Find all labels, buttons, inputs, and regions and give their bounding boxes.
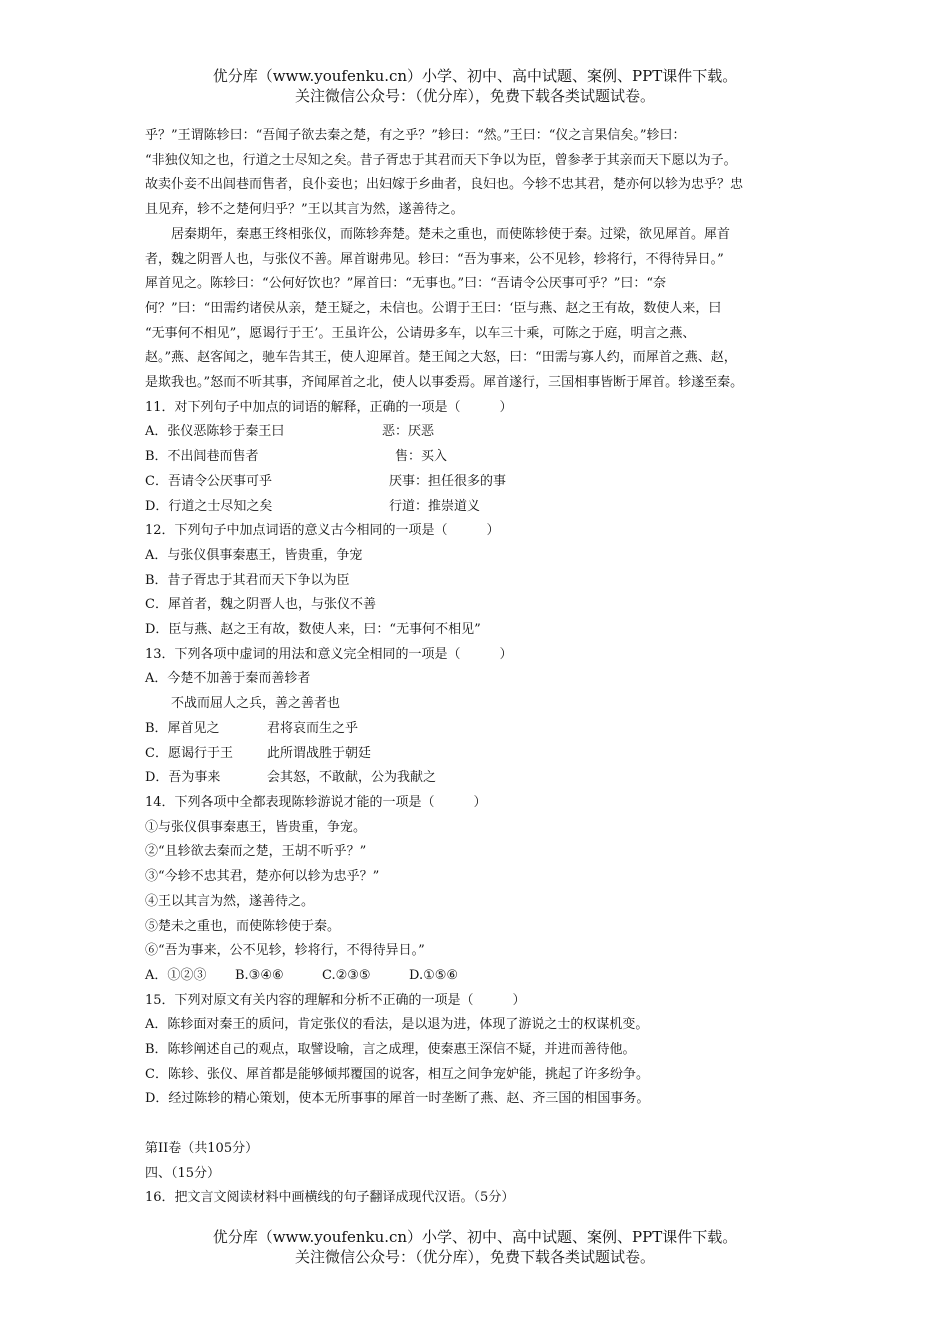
section-4-heading: 四、（15分） — [145, 1165, 221, 1181]
passage-line: 居秦期年，秦惠王终相张仪，而陈轸奔楚。楚未之重也，而使陈轸使于秦。过梁，欲见犀首。犀首 — [171, 226, 731, 242]
question-13-option-a-pair: 不战而屈人之兵，善之善者也 — [171, 696, 341, 712]
answer-option-c: C.②③⑤ — [322, 967, 371, 983]
question-12-option-a: A．与张仪俱事秦惠王，皆贵重，争宠 — [145, 547, 363, 563]
passage-line: “无事何不相见”，愿谒行于王’。王虽许公，公请毋多车，以车三十乘，可陈之于庭，明言之燕、 — [145, 325, 696, 341]
option-left: C．愿谒行于王 — [145, 745, 233, 761]
passage-line: 是欺我也。”怒而不听其事，齐闻犀首之北，使人以事委焉。犀首遂行，三国相事皆断于犀首。轸遂至秦。 — [145, 375, 744, 391]
question-15-option-a: A．陈轸面对秦王的质问，肯定张仪的看法，是以退为进，体现了游说之士的权谋机变。 — [145, 1017, 649, 1033]
question-13-stem: 13．下列各项中虚词的用法和意义完全相同的一项是（ ） — [145, 646, 513, 662]
question-13-option-d — [145, 766, 815, 791]
question-14-item: ②“且轸欲去秦而之楚，王胡不听乎？” — [145, 844, 367, 860]
question-11-option-a — [145, 420, 815, 445]
question-14-item: ⑤楚未之重也，而使陈轸使于秦。 — [145, 918, 341, 934]
answer-option-b: B.③④⑥ — [235, 967, 284, 983]
option-right: 此所谓战胜于朝廷 — [267, 745, 372, 761]
passage-line: 者，魏之阴晋人也，与张仪不善。犀首谢弗见。轸曰：“吾为事来，公不见轸，轸将行，不得待异日。” — [145, 251, 724, 267]
question-15-option-b: B．陈轸阐述自己的观点，取譬设喻，言之成理，使秦惠王深信不疑，并进而善待他。 — [145, 1042, 636, 1058]
question-14-item: ④王以其言为然，遂善待之。 — [145, 893, 315, 909]
question-12-option-b: B．昔子胥忠于其君而天下争以为臣 — [145, 572, 350, 588]
question-15-option-c: C．陈轸、张仪、犀首都是能够倾邦覆国的说客，相互之间争宠妒能，挑起了许多纷争。 — [145, 1066, 649, 1082]
passage-line: 赵。”燕、赵客闻之，驰车告其王，使人迎犀首。楚王闻之大怒，曰：“田需与寡人约，而犀首之燕、赵， — [145, 350, 737, 366]
question-11-stem: 11．对下列句子中加点的词语的解释，正确的一项是（ ） — [145, 399, 513, 415]
option-text: C．吾请令公厌事可乎 — [145, 473, 272, 489]
option-note: 售：买入 — [395, 449, 448, 465]
option-right: 君将哀而生之乎 — [267, 720, 359, 736]
page-footer — [0, 1227, 950, 1267]
answer-option-d: D.①⑤⑥ — [409, 967, 459, 983]
section-spacer — [145, 1112, 815, 1137]
option-right: 会其怒，不敢献，公为我献之 — [267, 770, 437, 786]
passage-line: “非独仪知之也，行道之士尽知之矣。昔子胥忠于其君而天下争以为臣，曾参孝于其亲而天下愿以为子。 — [145, 152, 737, 168]
answer-option-a: A．①②③ — [145, 967, 207, 983]
question-14-item: ③“今轸不忠其君，楚亦何以轸为忠乎？” — [145, 869, 380, 885]
question-14-answers — [145, 964, 815, 989]
footer-line-1: 优分库（www.youfenku.cn）小学、初中、高中试题、案例、PPT课件下载。 — [212, 1228, 738, 1246]
passage-line: 犀首见之。陈轸曰：“公何好饮也？”犀首曰：“无事也。”曰：“吾请令公厌事可乎？”曰：“奈 — [145, 276, 667, 292]
document-body — [145, 124, 815, 1211]
question-12-option-d: D．臣与燕、赵之王有故，数使人来，曰：“无事何不相见” — [145, 622, 481, 638]
question-13-option-a: A．今楚不加善于秦而善轸者 — [145, 671, 311, 687]
question-15-stem: 15．下列对原文有关内容的理解和分析不正确的一项是（ ） — [145, 992, 526, 1008]
option-left: D．吾为事来 — [145, 770, 221, 786]
option-text: D．行道之士尽知之矣 — [145, 498, 273, 514]
question-16-stem: 16．把文言文阅读材料中画横线的句子翻译成现代汉语。（5分） — [145, 1190, 515, 1206]
option-note: 行道：推崇道义 — [389, 498, 481, 514]
part-2-title: 第II卷（共105分） — [145, 1140, 259, 1156]
question-14-stem: 14．下列各项中全都表现陈轸游说才能的一项是（ ） — [145, 794, 487, 810]
header-line-1: 优分库（www.youfenku.cn）小学、初中、高中试题、案例、PPT课件下载。 — [212, 67, 738, 85]
header-line-2: 关注微信公众号：（优分库），免费下载各类试题试卷。 — [294, 87, 655, 105]
option-note: 恶：厌恶 — [382, 424, 435, 440]
option-note: 厌事：担任很多的事 — [389, 473, 507, 489]
option-text: A．张仪恶陈轸于秦王曰 — [145, 424, 285, 440]
option-text: B．不出闾巷而售者 — [145, 449, 259, 465]
question-11-option-d — [145, 495, 815, 520]
passage-line: 且见弃，轸不之楚何归乎？”王以其言为然，遂善待之。 — [145, 202, 464, 218]
passage-line: 何？”曰：“田需约诸侯从亲，楚王疑之，未信也。公谓于王曰：‘臣与燕、赵之王有故，数使人来，曰 — [145, 300, 722, 316]
passage-line: 故卖仆妾不出闾巷而售者，良仆妾也；出妇嫁于乡曲者，良妇也。今轸不忠其君，楚亦何以轸为忠乎？忠 — [145, 177, 744, 193]
question-14-item: ⑥“吾为事来，公不见轸，轸将行，不得待异日。” — [145, 943, 425, 959]
question-14-item: ①与张仪俱事秦惠王，皆贵重，争宠。 — [145, 819, 367, 835]
question-12-stem: 12．下列句子中加点词语的意义古今相同的一项是（ ） — [145, 523, 500, 539]
question-11-option-c — [145, 470, 815, 495]
question-12-option-c: C．犀首者，魏之阴晋人也，与张仪不善 — [145, 597, 376, 613]
passage-line: 乎？”王谓陈轸曰：“吾闻子欲去秦之楚，有之乎？”轸曰：“然。”王曰：“仪之言果信矣。”轸曰： — [145, 128, 686, 143]
question-13-option-b — [145, 717, 815, 742]
option-left: B．犀首见之 — [145, 720, 220, 736]
question-15-option-d: D．经过陈轸的精心策划，使本无所事事的犀首一时垄断了燕、赵、齐三国的相国事务。 — [145, 1091, 650, 1107]
question-11-option-b — [145, 445, 815, 470]
page-header — [0, 66, 950, 106]
question-13-option-c — [145, 742, 815, 767]
footer-line-2: 关注微信公众号：（优分库），免费下载各类试题试卷。 — [294, 1248, 655, 1266]
